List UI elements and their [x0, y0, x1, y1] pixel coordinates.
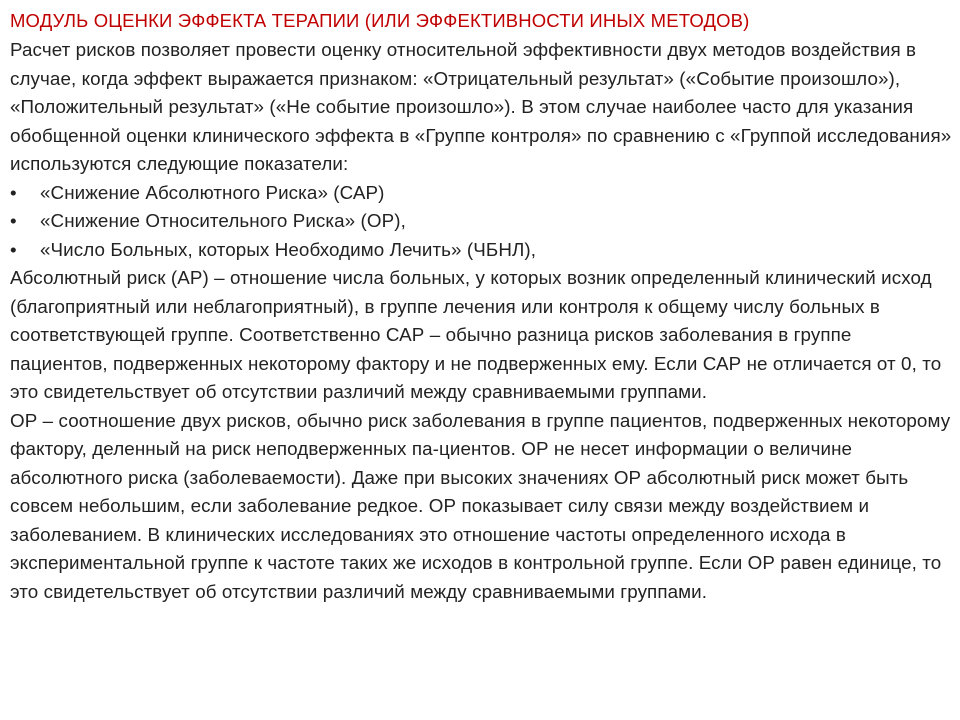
list-item-label: «Число Больных, которых Необходимо Лечить» (ЧБНЛ),: [40, 238, 537, 260]
relative-risk-paragraph: ОР – соотношение двух рисков, обычно риск заболевания в группе пациентов, подверженных некоторому фактору, деленный на риск неподверженных па-циентов. ОР не несет информации о величине абсолютного риска (заболеваемости). Даже при высоких значениях ОР абсолютный риск может быть совсем небольшим, если заболевание редкое. ОР показывает силу связи между воздействием и заболеванием. В клинических исследованиях это отношение частоты определенного исхода в экспериментальной группе к частоте таких же исходов в контрольной группе. Если ОР равен единице, то это свидетельствует об отсутствии различий между сравниваемыми группами.: [10, 409, 951, 602]
list-item: [10, 179, 952, 208]
slide-title: МОДУЛЬ ОЦЕНКИ ЭФФЕКТА ТЕРАПИИ (ИЛИ ЭФФЕКТИВНОСТИ ИНЫХ МЕТОДОВ): [10, 10, 750, 31]
list-item-label: «Снижение Абсолютного Риска» (САР): [40, 181, 385, 203]
absolute-risk-paragraph: Абсолютный риск (АР) – отношение числа больных, у которых возник определенный клинический исход (благоприятный или неблагоприятный), в группе лечения или контроля к общему числу больных в соответствующей группе. Соответственно САР – обычно разница рисков заболевания в группе пациентов, подверженных некоторому фактору и не подверженных ему. Если САР не отличается от 0, то это свидетельствует об отсутствии различий между сравниваемыми группами.: [10, 267, 942, 402]
list-item: [10, 207, 952, 236]
slide-content: [10, 6, 952, 606]
list-item: [10, 236, 952, 265]
intro-paragraph: Расчет рисков позволяет провести оценку относительной эффективности двух методов воздействия в случае, когда эффект выражается признаком: «Отрицательный результат» («Событие произошло»), «Положительный результат» («Не событие произошло»). В этом случае наиболее часто для указания обобщенной оценки клинического эффекта в «Группе контроля» по сравнению с «Группой исследования» используются следующие показатели:: [10, 39, 952, 174]
bullet-icon: •: [10, 210, 17, 231]
bullet-icon: •: [10, 181, 17, 203]
indicator-list: [10, 179, 952, 265]
bullet-icon: •: [10, 238, 17, 260]
list-item-label: «Снижение Относительного Риска» (ОР),: [40, 210, 406, 231]
